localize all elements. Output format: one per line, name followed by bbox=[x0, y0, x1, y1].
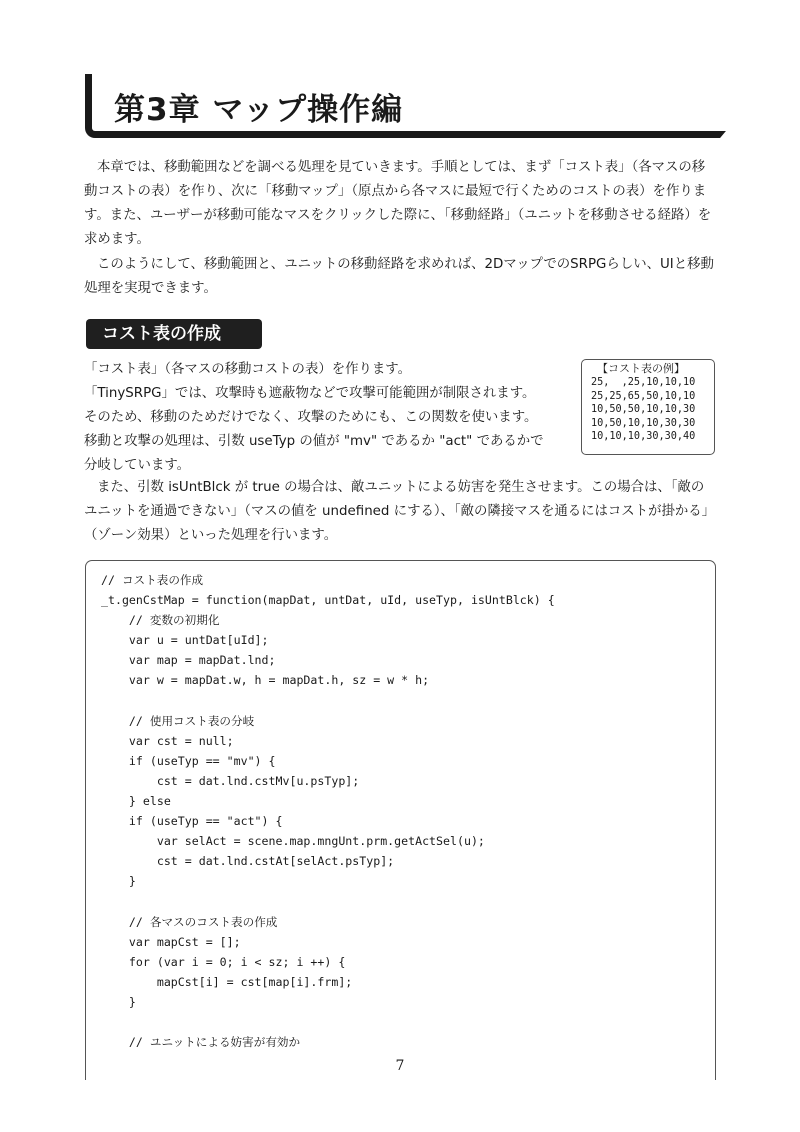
section-line-2: 「TinySRPG」では、攻撃時も遮蔽物などで攻撃可能範囲が制限されます。 bbox=[84, 386, 536, 401]
code-line: _t.genCstMap = function(mapDat, untDat, uId, useTyp, isUntBlck) { bbox=[101, 593, 555, 608]
code-line: var w = mapDat.w, h = mapDat.h, sz = w * h; bbox=[101, 673, 430, 688]
code-line: var mapCst = []; bbox=[101, 934, 241, 949]
section-intro bbox=[84, 358, 564, 478]
code-line: for (var i = 0; i < sz; i ++) { bbox=[101, 954, 346, 969]
code-line: var cst = null; bbox=[101, 733, 234, 748]
example-row: 25,25,65,50,10,10 bbox=[591, 390, 696, 402]
intro-paragraph-2: このようにして、移動範囲と、ユニットの移動経路を求めれば、2DマップでのSRPGらしい、UIと移動処理を実現できます。 bbox=[84, 257, 714, 296]
page-number: 7 bbox=[395, 1058, 405, 1074]
code-line: cst = dat.lnd.cstMv[u.psTyp]; bbox=[101, 773, 360, 788]
chapter-heading bbox=[85, 74, 715, 138]
chapter-title: 第3章 マップ操作編 bbox=[114, 92, 404, 128]
section-line-3: そのため、移動のためだけでなく、攻撃のためにも、この関数を使います。 bbox=[84, 410, 538, 425]
code-line: // 使用コスト表の分岐 bbox=[101, 713, 255, 728]
section-line-1: 「コスト表」（各マスの移動コストの表）を作ります。 bbox=[84, 362, 411, 377]
example-row: 10,10,10,30,30,40 bbox=[591, 431, 696, 443]
example-title: 【コスト表の例】 bbox=[597, 362, 685, 375]
section-heading: コスト表の作成 bbox=[86, 319, 262, 349]
code-line: // コスト表の作成 bbox=[101, 573, 204, 587]
code-line: var map = mapDat.lnd; bbox=[101, 653, 276, 668]
section-line-5: 分岐しています。 bbox=[84, 458, 191, 473]
code-line: // ユニットによる妨害が有効か bbox=[101, 1035, 301, 1050]
code-listing bbox=[85, 560, 716, 1080]
intro-paragraph-1: 本章では、移動範囲などを調べる処理を見ていきます。手順としては、まず「コスト表」（各マスの移動コストの表）を作り、次に「移動マップ」（原点から各マスに最短で行くためのコストの表）を作ります。また、ユーザーが移動可能なマスをクリックした際に、「移動経路」（ユニットを移動させる経路）を求めます。 bbox=[84, 160, 712, 247]
section-line-4: 移動と攻撃の処理は、引数 useTyp の値が "mv" であるか "act" であるかで bbox=[84, 434, 544, 449]
code-line: // 各マスのコスト表の作成 bbox=[101, 914, 278, 929]
code-line bbox=[101, 892, 555, 912]
code-lines bbox=[101, 570, 555, 1052]
chapter-rule-tail bbox=[706, 131, 726, 138]
code-line bbox=[101, 691, 555, 711]
code-line: } bbox=[101, 994, 136, 1009]
code-line: } bbox=[101, 874, 136, 889]
code-line: cst = dat.lnd.cstAt[selAct.psTyp]; bbox=[101, 854, 395, 869]
code-line: var u = untDat[uId]; bbox=[101, 633, 269, 648]
example-row: 25, ,25,10,10,10 bbox=[591, 377, 696, 388]
example-row: 10,50,10,10,30,30 bbox=[591, 417, 696, 429]
cost-table-example-box bbox=[581, 359, 715, 455]
section-paragraph-2: また、引数 isUntBlck が true の場合は、敵ユニットによる妨害を発生させます。この場合は、「敵のユニットを通過できない」（マスの値を undefined にする）、「敵の隣接マスを通るにはコストが掛かる」（ゾーン効果）といった処理を行います。 bbox=[84, 480, 716, 543]
code-line: // 変数の初期化 bbox=[101, 613, 220, 628]
code-line: if (useTyp == "act") { bbox=[101, 814, 283, 829]
code-line: var selAct = scene.map.mngUnt.prm.getActSel(u); bbox=[101, 834, 485, 849]
code-line: mapCst[i] = cst[map[i].frm]; bbox=[101, 974, 353, 989]
code-line: } else bbox=[101, 794, 171, 809]
code-line bbox=[101, 1012, 555, 1032]
code-line: if (useTyp == "mv") { bbox=[101, 753, 276, 768]
example-row: 10,50,50,10,10,30 bbox=[591, 404, 696, 416]
